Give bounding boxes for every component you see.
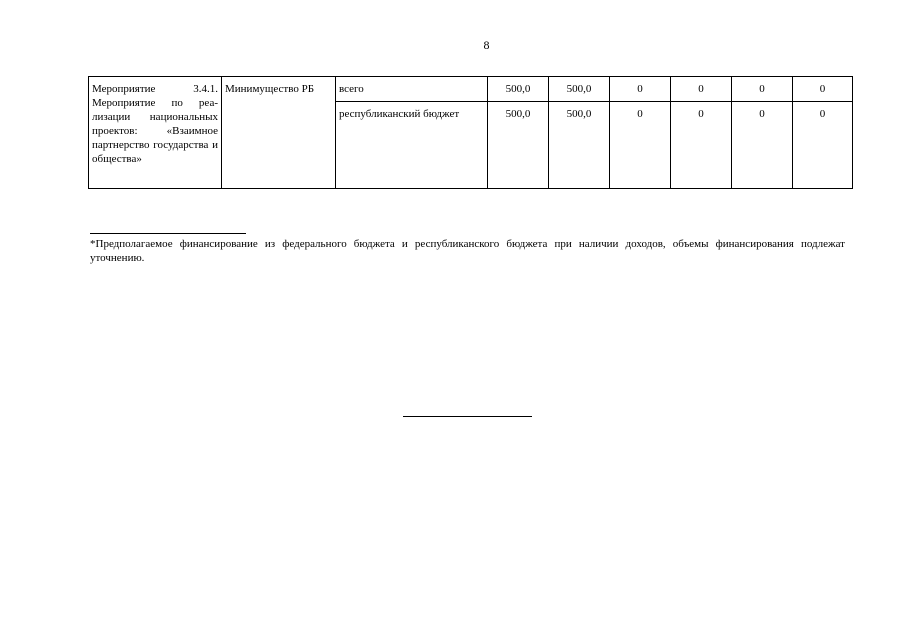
end-of-document-line <box>403 416 532 417</box>
value-cell: 0 <box>610 77 671 102</box>
value-cell: 0 <box>793 77 853 102</box>
value-cell: 0 <box>610 102 671 189</box>
value-cell: 0 <box>793 102 853 189</box>
page-number: 8 <box>483 38 490 52</box>
funding-source-cell: республиканский бюджет <box>336 102 488 189</box>
value-cell: 0 <box>732 77 793 102</box>
executor-cell: Минимущество РБ <box>222 77 336 189</box>
value-cell: 0 <box>732 102 793 189</box>
measure-name-cell: Мероприятие 3.4.1. Мероприятие по реализации национальных проектов: «Взаимное партнерство государства и общества» <box>89 77 222 189</box>
footnote-text: *Предполагаемое финансирование из федерального бюджета и республиканского бюджета при наличии доходов, объемы финансирования подлежат уточнению. <box>90 238 845 264</box>
value-cell: 0 <box>671 77 732 102</box>
value-cell: 0 <box>671 102 732 189</box>
footnote-separator <box>90 233 246 234</box>
financing-table <box>88 76 853 189</box>
value-cell: 500,0 <box>549 102 610 189</box>
value-cell: 500,0 <box>488 77 549 102</box>
value-cell: 500,0 <box>488 102 549 189</box>
funding-source-cell: всего <box>336 77 488 102</box>
table-row <box>89 77 853 102</box>
value-cell: 500,0 <box>549 77 610 102</box>
